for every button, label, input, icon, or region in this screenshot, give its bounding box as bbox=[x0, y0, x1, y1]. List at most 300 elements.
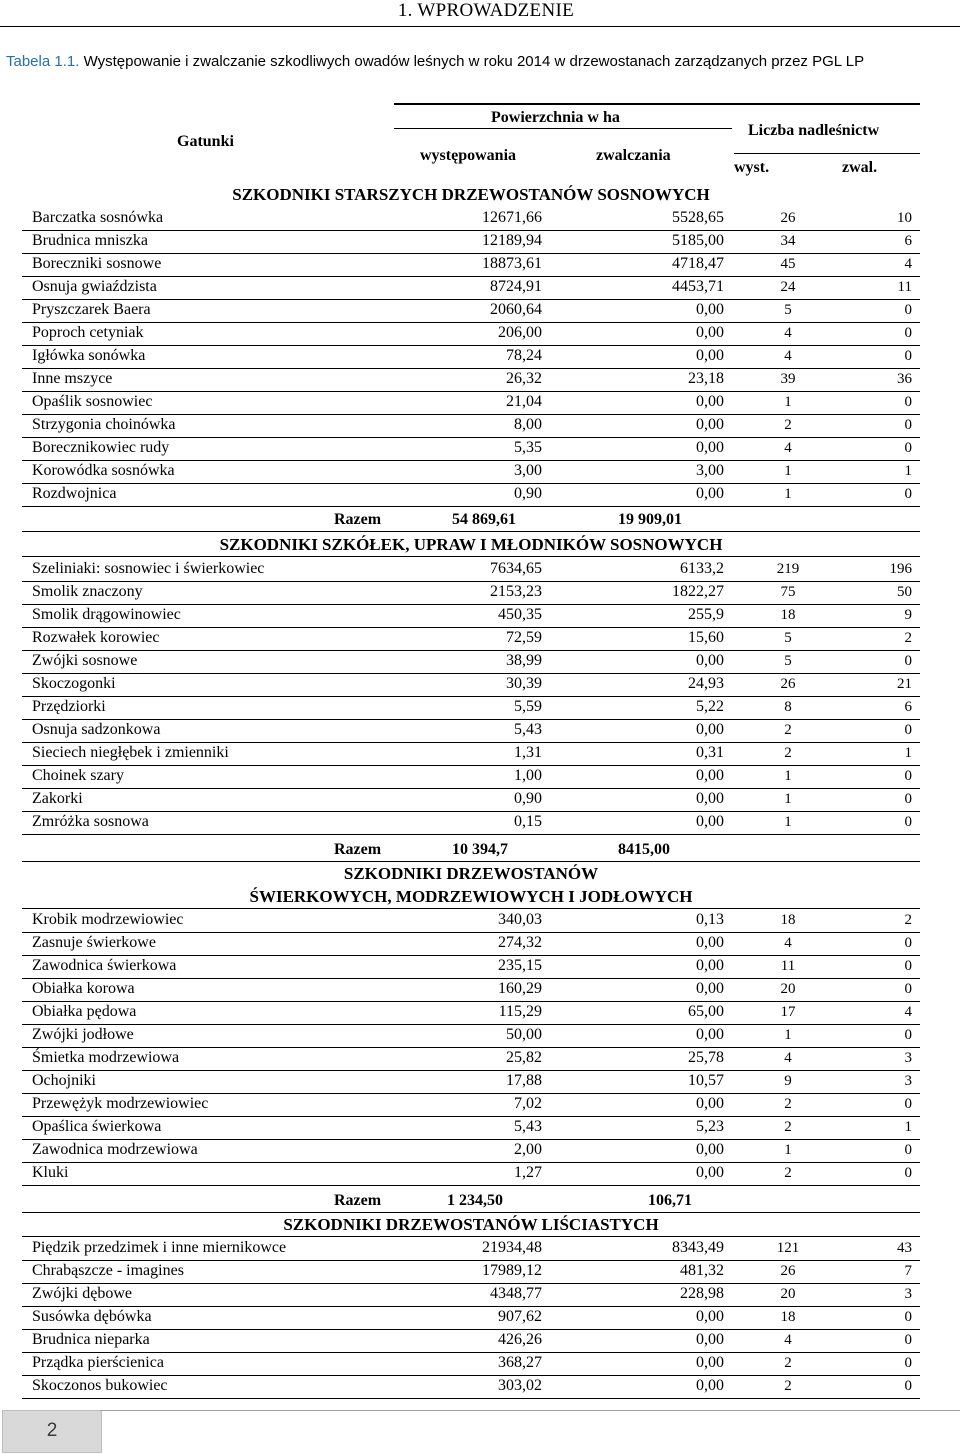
count-control: 3 bbox=[904, 1073, 912, 1089]
count-occurrence: 1 bbox=[784, 486, 792, 502]
table-row bbox=[22, 1283, 920, 1307]
table-row bbox=[22, 673, 920, 697]
col-powierzchnia: Powierzchnia w ha bbox=[491, 109, 620, 126]
area-occurrence: 450,35 bbox=[498, 606, 542, 623]
count-occurrence: 75 bbox=[780, 584, 796, 600]
area-control: 0,00 bbox=[696, 393, 724, 410]
section-title-line2: ŚWIERKOWYCH, MODRZEWIOWYCH I JODŁOWYCH bbox=[249, 887, 693, 906]
table-row bbox=[22, 322, 920, 346]
count-control: 2 bbox=[904, 630, 912, 646]
table-row bbox=[22, 742, 920, 766]
area-occurrence: 50,00 bbox=[506, 1026, 542, 1043]
area-control: 0,00 bbox=[696, 1331, 724, 1348]
area-occurrence: 1,00 bbox=[514, 767, 542, 784]
species-name: Krobik modrzewiowiec bbox=[32, 911, 184, 928]
table-row bbox=[22, 345, 920, 369]
species-name: Brudnica nieparka bbox=[32, 1331, 150, 1348]
area-control: 0,00 bbox=[696, 485, 724, 502]
table-row bbox=[22, 1024, 920, 1048]
area-control: 0,00 bbox=[696, 301, 724, 318]
count-occurrence: 20 bbox=[780, 1286, 796, 1302]
area-control: 3,00 bbox=[696, 462, 724, 479]
count-control: 0 bbox=[904, 814, 912, 830]
col-zwalczania: zwalczania bbox=[596, 147, 671, 164]
count-control: 0 bbox=[904, 1142, 912, 1158]
area-occurrence: 5,59 bbox=[514, 698, 542, 715]
area-control: 0,00 bbox=[696, 1095, 724, 1112]
species-name: Zwójki sosnowe bbox=[32, 652, 138, 669]
area-control: 5,22 bbox=[696, 698, 724, 715]
data-table bbox=[22, 103, 920, 1403]
area-control: 0,00 bbox=[696, 934, 724, 951]
species-name: Smolik znaczony bbox=[32, 583, 143, 600]
table-row bbox=[22, 932, 920, 956]
count-control: 0 bbox=[904, 417, 912, 433]
table-row bbox=[22, 1306, 920, 1330]
count-occurrence: 219 bbox=[776, 561, 800, 577]
area-occurrence: 368,27 bbox=[498, 1354, 542, 1371]
species-name: Ochojniki bbox=[32, 1072, 96, 1089]
table-row bbox=[22, 1329, 920, 1353]
species-name: Skoczonos bukowiec bbox=[32, 1377, 168, 1394]
area-control: 0,00 bbox=[696, 416, 724, 433]
count-control: 0 bbox=[904, 348, 912, 364]
area-occurrence: 8724,91 bbox=[490, 278, 542, 295]
header-mid-rule bbox=[394, 128, 732, 129]
section-title: SZKODNIKI DRZEWOSTANÓW LIŚCIASTYCH bbox=[283, 1215, 659, 1234]
area-occurrence: 2153,23 bbox=[490, 583, 542, 600]
table-row bbox=[22, 1001, 920, 1025]
count-occurrence: 4 bbox=[784, 348, 792, 364]
species-name: Zwójki jodłowe bbox=[32, 1026, 134, 1043]
razem-zwa: 106,71 bbox=[648, 1192, 692, 1209]
count-occurrence: 2 bbox=[784, 722, 792, 738]
area-control: 0,00 bbox=[696, 1026, 724, 1043]
area-control: 0,00 bbox=[696, 813, 724, 830]
area-control: 481,32 bbox=[680, 1262, 724, 1279]
page-header bbox=[0, 0, 960, 27]
count-occurrence: 26 bbox=[780, 1263, 796, 1279]
area-occurrence: 426,26 bbox=[498, 1331, 542, 1348]
count-control: 0 bbox=[904, 394, 912, 410]
area-occurrence: 7,02 bbox=[514, 1095, 542, 1112]
section-rule bbox=[22, 556, 920, 557]
razem-row bbox=[22, 508, 920, 531]
table-row bbox=[22, 230, 920, 254]
table-row bbox=[22, 1093, 920, 1117]
area-control: 0,00 bbox=[696, 324, 724, 341]
count-occurrence: 17 bbox=[780, 1004, 796, 1020]
area-occurrence: 340,03 bbox=[498, 911, 542, 928]
species-name: Przewężyk modrzewiowiec bbox=[32, 1095, 209, 1112]
count-control: 0 bbox=[904, 722, 912, 738]
species-name: Sieciech niegłębek i zmienniki bbox=[32, 744, 229, 761]
area-control: 0,00 bbox=[696, 721, 724, 738]
species-name: Poproch cetyniak bbox=[32, 324, 144, 341]
footer-rule bbox=[100, 1410, 960, 1411]
species-name: Kluki bbox=[32, 1164, 69, 1181]
area-control: 0,00 bbox=[696, 1141, 724, 1158]
count-occurrence: 2 bbox=[784, 1119, 792, 1135]
table-row bbox=[22, 909, 920, 933]
species-name: Prządka pierścienica bbox=[32, 1354, 164, 1371]
table-row bbox=[22, 368, 920, 392]
razem-row bbox=[22, 1189, 920, 1212]
col-zwal: zwal. bbox=[842, 159, 878, 176]
species-name: Igłówka sonówka bbox=[32, 347, 146, 364]
count-occurrence: 4 bbox=[784, 325, 792, 341]
col-gatunki: Gatunki bbox=[177, 133, 234, 150]
table-row bbox=[22, 207, 920, 231]
species-name: Susówka dębówka bbox=[32, 1308, 152, 1325]
razem-label: Razem bbox=[334, 1192, 382, 1209]
table-row bbox=[22, 955, 920, 979]
area-occurrence: 17989,12 bbox=[482, 1262, 542, 1279]
count-control: 11 bbox=[897, 279, 912, 295]
count-control: 50 bbox=[897, 584, 912, 600]
table-row bbox=[22, 253, 920, 277]
species-name: Opaślik sosnowiec bbox=[32, 393, 153, 410]
table-row bbox=[22, 391, 920, 415]
count-occurrence: 5 bbox=[784, 302, 792, 318]
area-occurrence: 21934,48 bbox=[482, 1239, 542, 1256]
table-row bbox=[22, 558, 920, 582]
count-occurrence: 1 bbox=[784, 1142, 792, 1158]
area-control: 4718,47 bbox=[672, 255, 724, 272]
page-number: 2 bbox=[46, 1420, 58, 1441]
species-name: Obiałka korowa bbox=[32, 980, 135, 997]
area-occurrence: 160,29 bbox=[498, 980, 542, 997]
section-rule bbox=[22, 531, 920, 532]
species-name: Rozwałek korowiec bbox=[32, 629, 160, 646]
count-occurrence: 4 bbox=[784, 440, 792, 456]
razem-zwa: 19 909,01 bbox=[618, 511, 682, 528]
table-row bbox=[22, 1352, 920, 1376]
count-occurrence: 5 bbox=[784, 630, 792, 646]
area-control: 15,60 bbox=[688, 629, 724, 646]
table-row bbox=[22, 811, 920, 835]
area-control: 0,00 bbox=[696, 980, 724, 997]
count-control: 0 bbox=[904, 935, 912, 951]
species-name: Zakorki bbox=[32, 790, 83, 807]
area-control: 23,18 bbox=[688, 370, 724, 387]
table-row bbox=[22, 460, 920, 484]
count-control: 1 bbox=[904, 1119, 912, 1135]
count-control: 0 bbox=[904, 1309, 912, 1325]
area-control: 0,13 bbox=[696, 911, 724, 928]
area-occurrence: 1,31 bbox=[514, 744, 542, 761]
table-row bbox=[22, 1375, 920, 1399]
species-name: Rozdwojnica bbox=[32, 485, 117, 502]
count-control: 0 bbox=[904, 1332, 912, 1348]
count-occurrence: 45 bbox=[780, 256, 796, 272]
area-occurrence: 17,88 bbox=[506, 1072, 542, 1089]
count-occurrence: 18 bbox=[780, 607, 796, 623]
count-control: 6 bbox=[904, 233, 912, 249]
count-control: 2 bbox=[904, 912, 912, 928]
area-occurrence: 12671,66 bbox=[482, 209, 542, 226]
species-name: Szeliniaki: sosnowiec i świerkowiec bbox=[32, 560, 265, 577]
razem-row bbox=[22, 838, 920, 861]
count-control: 3 bbox=[904, 1050, 912, 1066]
razem-zwa: 8415,00 bbox=[618, 841, 670, 858]
species-name: Chrabąszcze - imagines bbox=[32, 1262, 184, 1279]
count-occurrence: 5 bbox=[784, 653, 792, 669]
area-occurrence: 2,00 bbox=[514, 1141, 542, 1158]
count-occurrence: 20 bbox=[780, 981, 796, 997]
table-row bbox=[22, 604, 920, 628]
area-occurrence: 5,43 bbox=[514, 721, 542, 738]
count-control: 7 bbox=[904, 1263, 912, 1279]
species-name: Przędziorki bbox=[32, 698, 106, 715]
count-occurrence: 11 bbox=[780, 958, 796, 974]
table-row bbox=[22, 788, 920, 812]
count-control: 0 bbox=[904, 1096, 912, 1112]
count-occurrence: 1 bbox=[784, 791, 792, 807]
table-row bbox=[22, 1260, 920, 1284]
area-occurrence: 2060,64 bbox=[490, 301, 542, 318]
section-title: SZKODNIKI STARSZYCH DRZEWOSTANÓW SOSNOWYCH bbox=[232, 185, 710, 204]
count-control: 0 bbox=[904, 791, 912, 807]
area-occurrence: 274,32 bbox=[498, 934, 542, 951]
area-occurrence: 206,00 bbox=[498, 324, 542, 341]
count-control: 9 bbox=[904, 607, 912, 623]
count-control: 21 bbox=[897, 676, 912, 692]
table-row bbox=[22, 765, 920, 789]
area-occurrence: 3,00 bbox=[514, 462, 542, 479]
area-occurrence: 72,59 bbox=[506, 629, 542, 646]
table-caption bbox=[6, 50, 946, 73]
count-occurrence: 8 bbox=[784, 699, 792, 715]
table-row bbox=[22, 696, 920, 720]
species-name: Korowódka sosnówka bbox=[32, 462, 175, 479]
species-name: Choinek szary bbox=[32, 767, 124, 784]
species-name: Zmróżka sosnowa bbox=[32, 813, 149, 830]
area-occurrence: 907,62 bbox=[498, 1308, 542, 1325]
species-name: Borecznikowiec rudy bbox=[32, 439, 170, 456]
area-occurrence: 303,02 bbox=[498, 1377, 542, 1394]
area-control: 228,98 bbox=[680, 1285, 724, 1302]
count-control: 43 bbox=[897, 1240, 912, 1256]
table-row bbox=[22, 1116, 920, 1140]
area-occurrence: 78,24 bbox=[506, 347, 542, 364]
count-control: 0 bbox=[904, 1355, 912, 1371]
razem-wys: 10 394,7 bbox=[452, 841, 508, 858]
area-occurrence: 4348,77 bbox=[490, 1285, 542, 1302]
count-control: 4 bbox=[904, 1004, 912, 1020]
table-row bbox=[22, 719, 920, 743]
count-control: 0 bbox=[904, 486, 912, 502]
count-occurrence: 4 bbox=[784, 1332, 792, 1348]
species-name: Obiałka pędowa bbox=[32, 1003, 137, 1020]
table-row bbox=[22, 1070, 920, 1094]
species-name: Barczatka sosnówka bbox=[32, 209, 164, 226]
count-occurrence: 1 bbox=[784, 1027, 792, 1043]
area-control: 0,31 bbox=[696, 744, 724, 761]
table-row bbox=[22, 483, 920, 507]
count-occurrence: 24 bbox=[780, 279, 796, 295]
area-control: 0,00 bbox=[696, 1354, 724, 1371]
area-occurrence: 0,90 bbox=[514, 790, 542, 807]
page-number-box bbox=[2, 1410, 102, 1453]
razem-wys: 54 869,61 bbox=[452, 511, 516, 528]
count-control: 1 bbox=[904, 745, 912, 761]
area-control: 0,00 bbox=[696, 439, 724, 456]
species-name: Pryszczarek Baera bbox=[32, 301, 151, 318]
area-occurrence: 21,04 bbox=[506, 393, 542, 410]
count-control: 6 bbox=[904, 699, 912, 715]
count-occurrence: 39 bbox=[780, 371, 796, 387]
species-name: Boreczniki sosnowe bbox=[32, 255, 162, 272]
area-occurrence: 25,82 bbox=[506, 1049, 542, 1066]
count-control: 0 bbox=[904, 440, 912, 456]
species-name: Brudnica mniszka bbox=[32, 232, 148, 249]
count-control: 0 bbox=[904, 981, 912, 997]
header-sub-rule bbox=[734, 153, 920, 154]
count-control: 0 bbox=[904, 768, 912, 784]
area-control: 24,93 bbox=[688, 675, 724, 692]
header-top-rule bbox=[394, 103, 920, 105]
count-occurrence: 4 bbox=[784, 935, 792, 951]
table-row bbox=[22, 627, 920, 651]
count-occurrence: 1 bbox=[784, 394, 792, 410]
area-control: 4453,71 bbox=[672, 278, 724, 295]
area-occurrence: 5,43 bbox=[514, 1118, 542, 1135]
col-wyst: wyst. bbox=[734, 159, 770, 176]
count-control: 3 bbox=[904, 1286, 912, 1302]
count-occurrence: 2 bbox=[784, 1378, 792, 1394]
area-occurrence: 235,15 bbox=[498, 957, 542, 974]
table-row bbox=[22, 437, 920, 461]
species-name: Strzygonia choinówka bbox=[32, 416, 176, 433]
table-row bbox=[22, 581, 920, 605]
species-name: Zasnuje świerkowe bbox=[32, 934, 156, 951]
area-control: 25,78 bbox=[688, 1049, 724, 1066]
species-name: Zwójki dębowe bbox=[32, 1285, 132, 1302]
count-occurrence: 26 bbox=[780, 210, 796, 226]
area-control: 1822,27 bbox=[672, 583, 724, 600]
species-name: Skoczogonki bbox=[32, 675, 116, 692]
count-occurrence: 18 bbox=[780, 1309, 796, 1325]
area-occurrence: 12189,94 bbox=[482, 232, 542, 249]
species-name: Inne mszyce bbox=[32, 370, 113, 387]
species-name: Smolik drągowinowiec bbox=[32, 606, 181, 623]
area-control: 6133,2 bbox=[680, 560, 724, 577]
table-row bbox=[22, 299, 920, 323]
species-name: Zawodnica modrzewiowa bbox=[32, 1141, 198, 1158]
area-control: 8343,49 bbox=[672, 1239, 724, 1256]
razem-label: Razem bbox=[334, 841, 382, 858]
section-title: SZKODNIKI DRZEWOSTANÓW bbox=[343, 864, 599, 883]
count-control: 4 bbox=[904, 256, 912, 272]
count-control: 36 bbox=[897, 371, 912, 387]
caption-label: Tabela 1.1. bbox=[6, 53, 80, 70]
species-name: Osnuja gwiaździsta bbox=[32, 278, 157, 295]
count-occurrence: 1 bbox=[784, 463, 792, 479]
table-row bbox=[22, 978, 920, 1002]
species-name: Osnuja sadzonkowa bbox=[32, 721, 161, 738]
count-occurrence: 26 bbox=[780, 676, 796, 692]
table-row bbox=[22, 276, 920, 300]
table-row bbox=[22, 1162, 920, 1186]
area-occurrence: 0,90 bbox=[514, 485, 542, 502]
count-control: 0 bbox=[904, 1165, 912, 1181]
area-occurrence: 8,00 bbox=[514, 416, 542, 433]
count-occurrence: 2 bbox=[784, 1096, 792, 1112]
area-control: 0,00 bbox=[696, 790, 724, 807]
area-occurrence: 0,15 bbox=[514, 813, 542, 830]
col-liczba: Liczba nadleśnictw bbox=[748, 122, 880, 139]
table-row bbox=[22, 1139, 920, 1163]
table-row bbox=[22, 650, 920, 674]
species-name: Śmietka modrzewiowa bbox=[32, 1049, 180, 1066]
area-occurrence: 5,35 bbox=[514, 439, 542, 456]
area-occurrence: 1,27 bbox=[514, 1164, 542, 1181]
area-occurrence: 7634,65 bbox=[490, 560, 542, 577]
count-control: 0 bbox=[904, 325, 912, 341]
count-control: 0 bbox=[904, 653, 912, 669]
area-occurrence: 26,32 bbox=[506, 370, 542, 387]
count-control: 0 bbox=[904, 1378, 912, 1394]
chapter-title: 1. WPROWADZENIE bbox=[397, 0, 574, 21]
razem-wys: 1 234,50 bbox=[447, 1192, 503, 1209]
count-control: 10 bbox=[897, 210, 912, 226]
species-name: Piędzik przedzimek i inne miernikowce bbox=[32, 1239, 287, 1256]
species-name: Zawodnica świerkowa bbox=[32, 957, 177, 974]
area-control: 5185,00 bbox=[672, 232, 724, 249]
count-occurrence: 2 bbox=[784, 1355, 792, 1371]
table-row bbox=[22, 414, 920, 438]
area-control: 0,00 bbox=[696, 652, 724, 669]
table-row bbox=[22, 1237, 920, 1261]
table-row bbox=[22, 1047, 920, 1071]
count-occurrence: 9 bbox=[784, 1073, 792, 1089]
area-control: 0,00 bbox=[696, 1377, 724, 1394]
area-occurrence: 18873,61 bbox=[482, 255, 542, 272]
col-wystepowania: występowania bbox=[420, 147, 517, 164]
area-control: 255,9 bbox=[688, 606, 724, 623]
area-control: 0,00 bbox=[696, 1308, 724, 1325]
area-occurrence: 115,29 bbox=[498, 1003, 542, 1020]
area-control: 10,57 bbox=[688, 1072, 724, 1089]
razem-label: Razem bbox=[334, 511, 382, 528]
area-control: 5528,65 bbox=[672, 209, 724, 226]
count-occurrence: 1 bbox=[784, 768, 792, 784]
area-control: 5,23 bbox=[696, 1118, 724, 1135]
area-occurrence: 38,99 bbox=[506, 652, 542, 669]
area-occurrence: 30,39 bbox=[506, 675, 542, 692]
count-occurrence: 18 bbox=[780, 912, 796, 928]
count-occurrence: 34 bbox=[780, 233, 796, 249]
count-occurrence: 1 bbox=[784, 814, 792, 830]
area-control: 65,00 bbox=[688, 1003, 724, 1020]
count-control: 0 bbox=[904, 302, 912, 318]
count-control: 0 bbox=[904, 958, 912, 974]
area-control: 0,00 bbox=[696, 767, 724, 784]
area-control: 0,00 bbox=[696, 347, 724, 364]
count-occurrence: 2 bbox=[784, 1165, 792, 1181]
count-control: 1 bbox=[904, 463, 912, 479]
count-control: 196 bbox=[889, 561, 912, 577]
area-control: 0,00 bbox=[696, 1164, 724, 1181]
count-occurrence: 4 bbox=[784, 1050, 792, 1066]
count-occurrence: 2 bbox=[784, 417, 792, 433]
species-name: Opaślica świerkowa bbox=[32, 1118, 162, 1135]
caption-text: Występowanie i zwalczanie szkodliwych owadów leśnych w roku 2014 w drzewostanach zarządzanych przez PGL LP bbox=[83, 53, 865, 70]
area-control: 0,00 bbox=[696, 957, 724, 974]
count-occurrence: 121 bbox=[776, 1240, 800, 1256]
count-control: 0 bbox=[904, 1027, 912, 1043]
